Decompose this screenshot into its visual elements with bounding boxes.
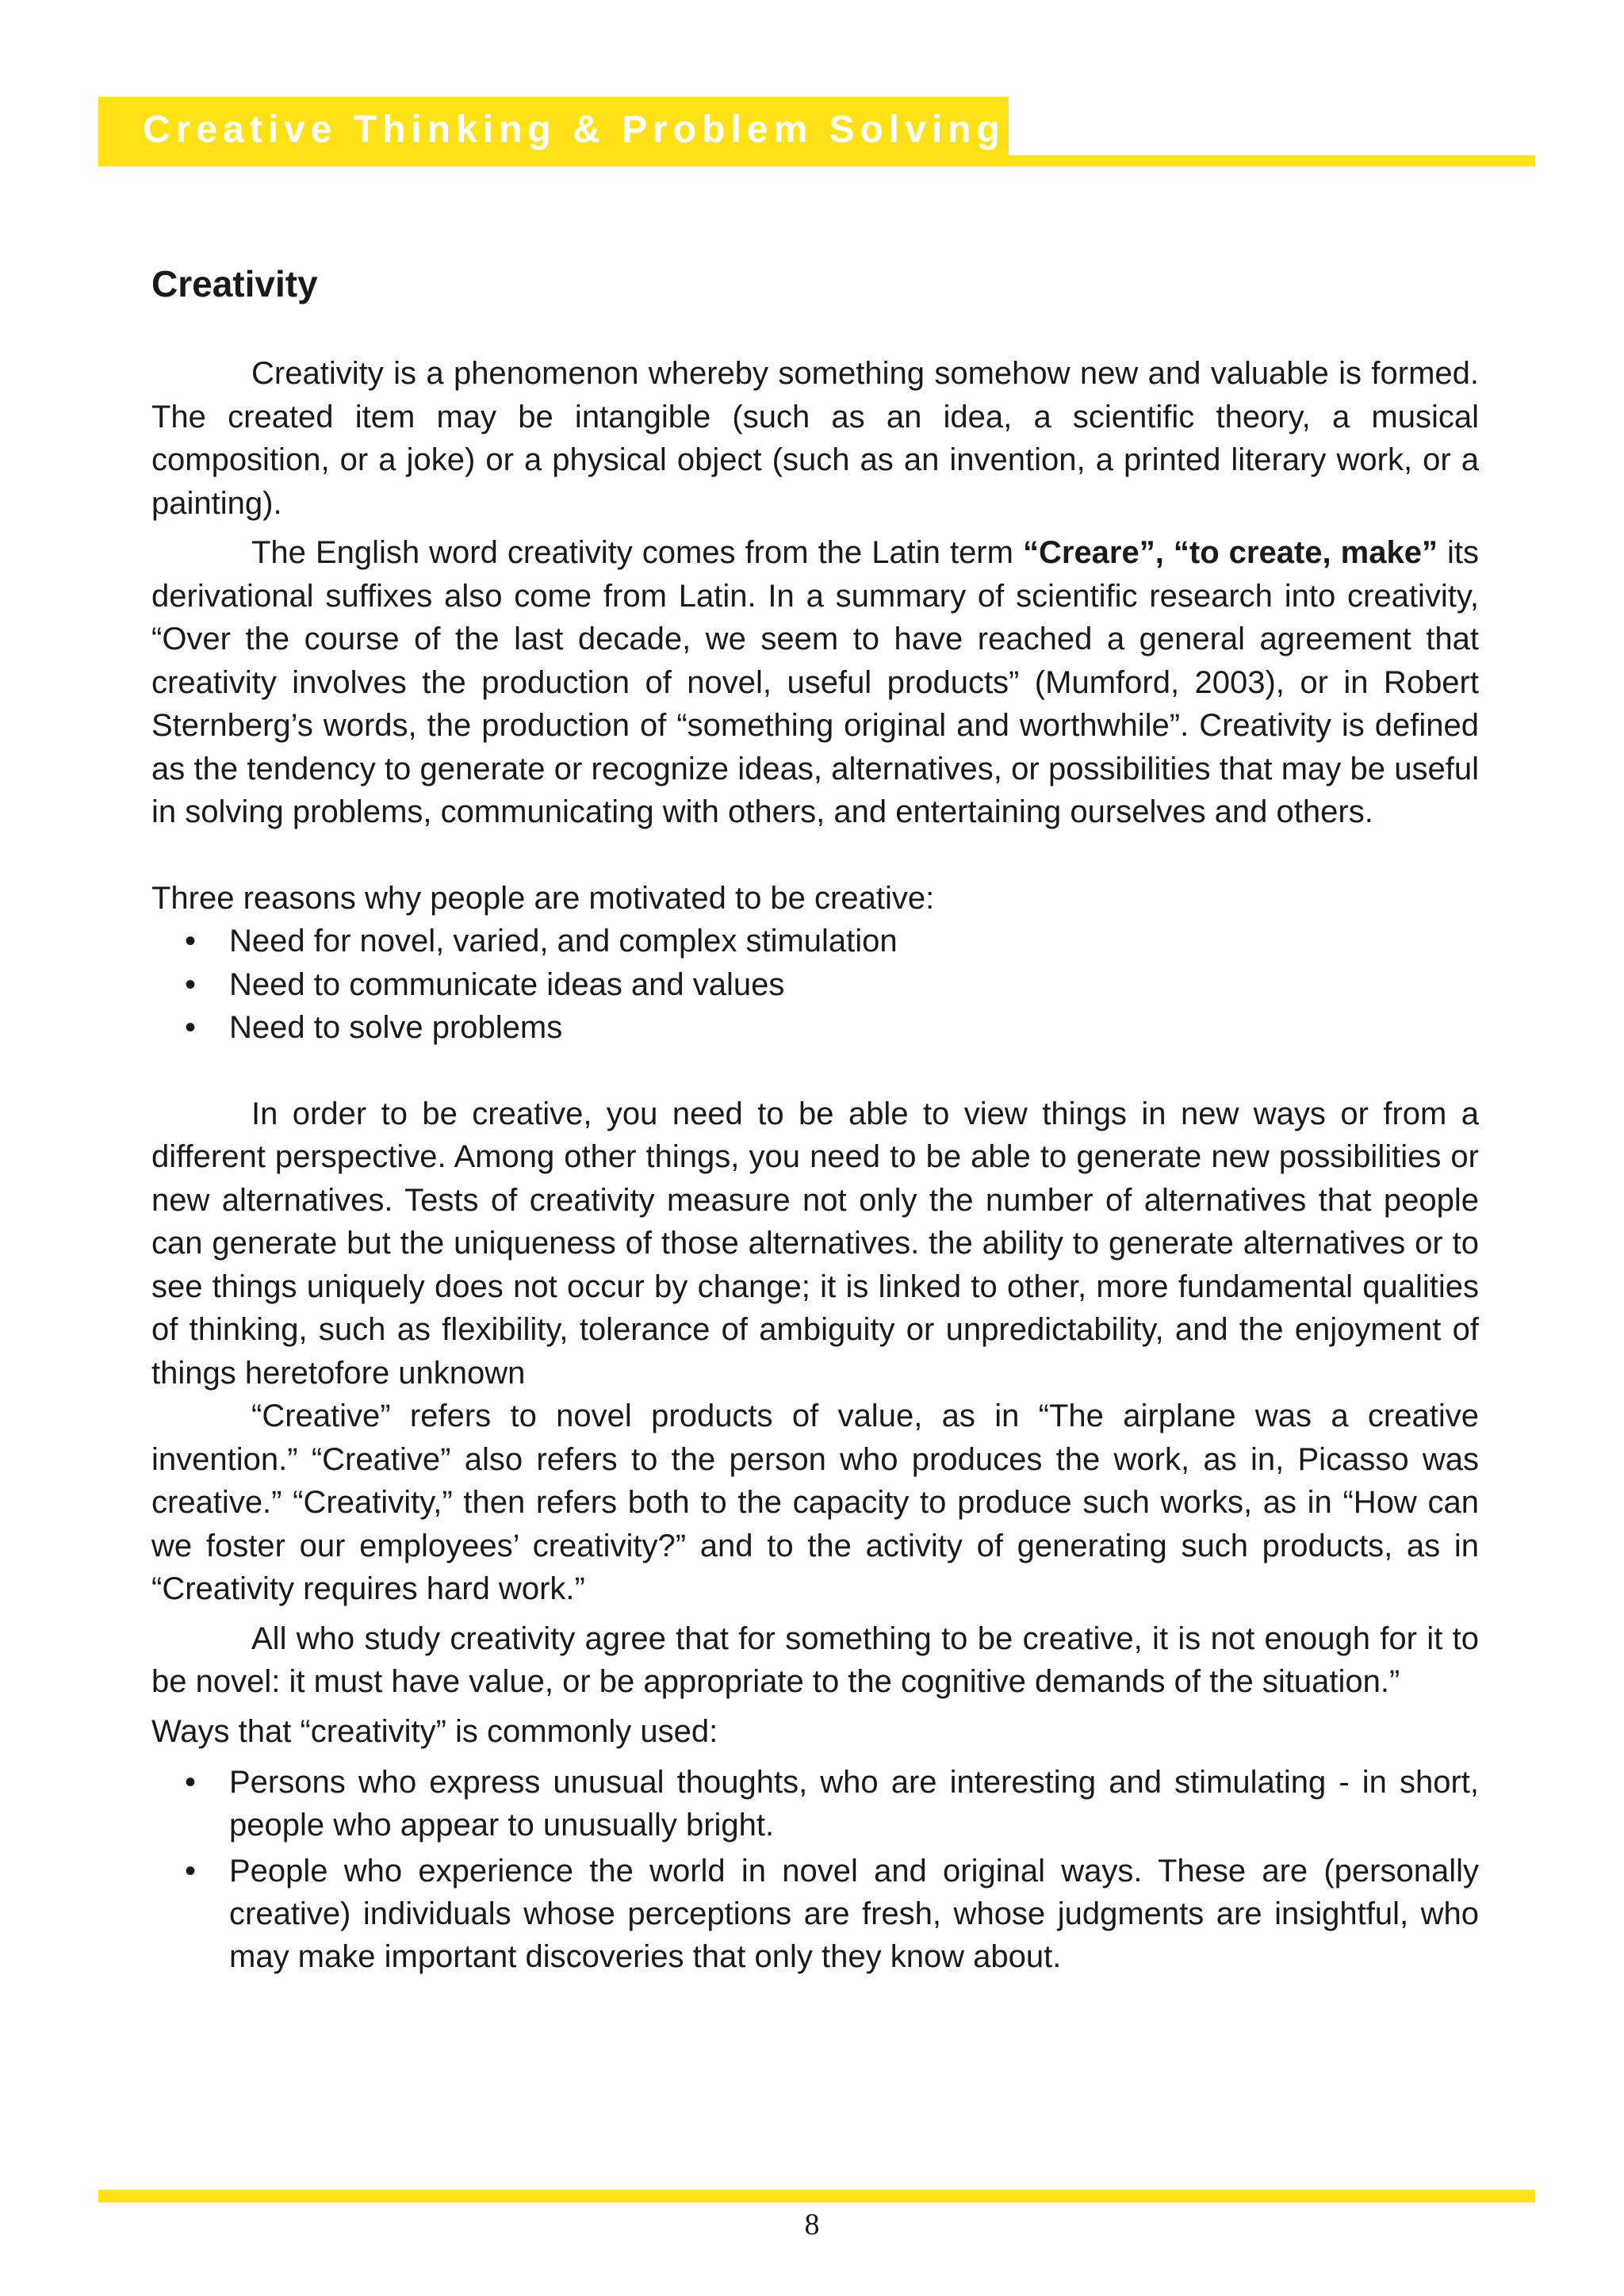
- way-text: People who experience the world in novel and original ways. These are (personally creative) individuals whose perceptions are fresh, whose judgments are insightful, who may make important discoveries that only they know about.: [229, 1854, 1479, 1974]
- page-number: 8: [804, 2208, 820, 2241]
- reason-text: Need to solve problems: [229, 1010, 563, 1045]
- list-item: [151, 920, 1479, 963]
- paragraph-value: All who study creativity agree that for something to be creative, it is not enough for it to be novel: it must have value, or be appropriate to the cognitive demands of the situation.”: [151, 1621, 1479, 1699]
- paragraph-etymology: [151, 531, 1479, 834]
- header-rule: [1009, 155, 1535, 166]
- page-content: [151, 260, 1479, 1981]
- bullet-icon: •: [185, 1765, 197, 1800]
- list-item: [151, 1850, 1479, 1978]
- reason-text: Need to communicate ideas and values: [229, 966, 785, 1002]
- ways-intro: Ways that “creativity” is commonly used:: [151, 1713, 718, 1749]
- list-item: [151, 1761, 1479, 1846]
- list-item: [151, 1006, 1479, 1050]
- ways-list: [151, 1761, 1479, 1978]
- bullet-icon: •: [185, 924, 197, 959]
- reasons-list: [151, 920, 1479, 1050]
- bullet-icon: •: [185, 966, 197, 1002]
- bullet-icon: •: [185, 1010, 197, 1045]
- etymology-text-start: The English word creativity comes from the Latin term: [251, 535, 1023, 570]
- paragraph-definition: Creativity is a phenomenon whereby something somehow new and valuable is formed. The created item may be intangible (such as an idea, a scientific theory, a musical composition, or a joke) or a physical object (such as an invention, a printed literary work, or a painting).: [151, 356, 1479, 521]
- list-item: [151, 963, 1479, 1007]
- paragraph-perspective: In order to be creative, you need to be able to view things in new ways or from a different perspective. Among other things, you need to be able to generate new possibilities or new alternatives. Tests of creativity measure not only the number of alternatives that people can generate but the uniqueness of those alternatives. the ability to generate alternatives or to see things uniquely does not occur by change; it is linked to other, more fundamental qualities of thinking, such as flexibility, tolerance of ambiguity or unpredictability, and the enjoyment of things heretofore unknown: [151, 1096, 1479, 1391]
- header-title: Creative Thinking & Problem Solving: [143, 109, 1005, 151]
- section-heading: Creativity: [151, 263, 318, 304]
- reason-text: Need for novel, varied, and complex stimulation: [229, 924, 898, 959]
- reasons-intro: Three reasons why people are motivated to be creative:: [151, 880, 935, 916]
- latin-term: “Creare”, “to create, make”: [1022, 535, 1438, 570]
- footer-rule: [98, 2190, 1535, 2202]
- paragraph-creative-meaning: “Creative” refers to novel products of value, as in “The airplane was a creative invention.” “Creative” also refers to the person who produces the work, as in, Picasso was creative.” “Creativity,” then refers both to the capacity to produce such works, as in “How can we foster our employees’ creativity?” and to the activity of generating such products, as in “Creativity requires hard work.”: [151, 1399, 1479, 1606]
- way-text: Persons who express unusual thoughts, who are interesting and stimulating - in short, people who appear to unusually bright.: [229, 1765, 1479, 1843]
- etymology-text-end: its derivational suffixes also come from Latin. In a summary of scientific research into creativity, “Over the course of the last decade, we seem to have reached a general agreement that creativity involves the production of novel, useful products” (Mumford, 2003), or in Robert Sternberg’s words, the production of “something original and worthwhile”. Creativity is defined as the tendency to generate or recognize ideas, alternatives, or possibilities that may be useful in solving problems, communicating with others, and entertaining ourselves and others.: [151, 535, 1479, 829]
- bullet-icon: •: [185, 1854, 197, 1888]
